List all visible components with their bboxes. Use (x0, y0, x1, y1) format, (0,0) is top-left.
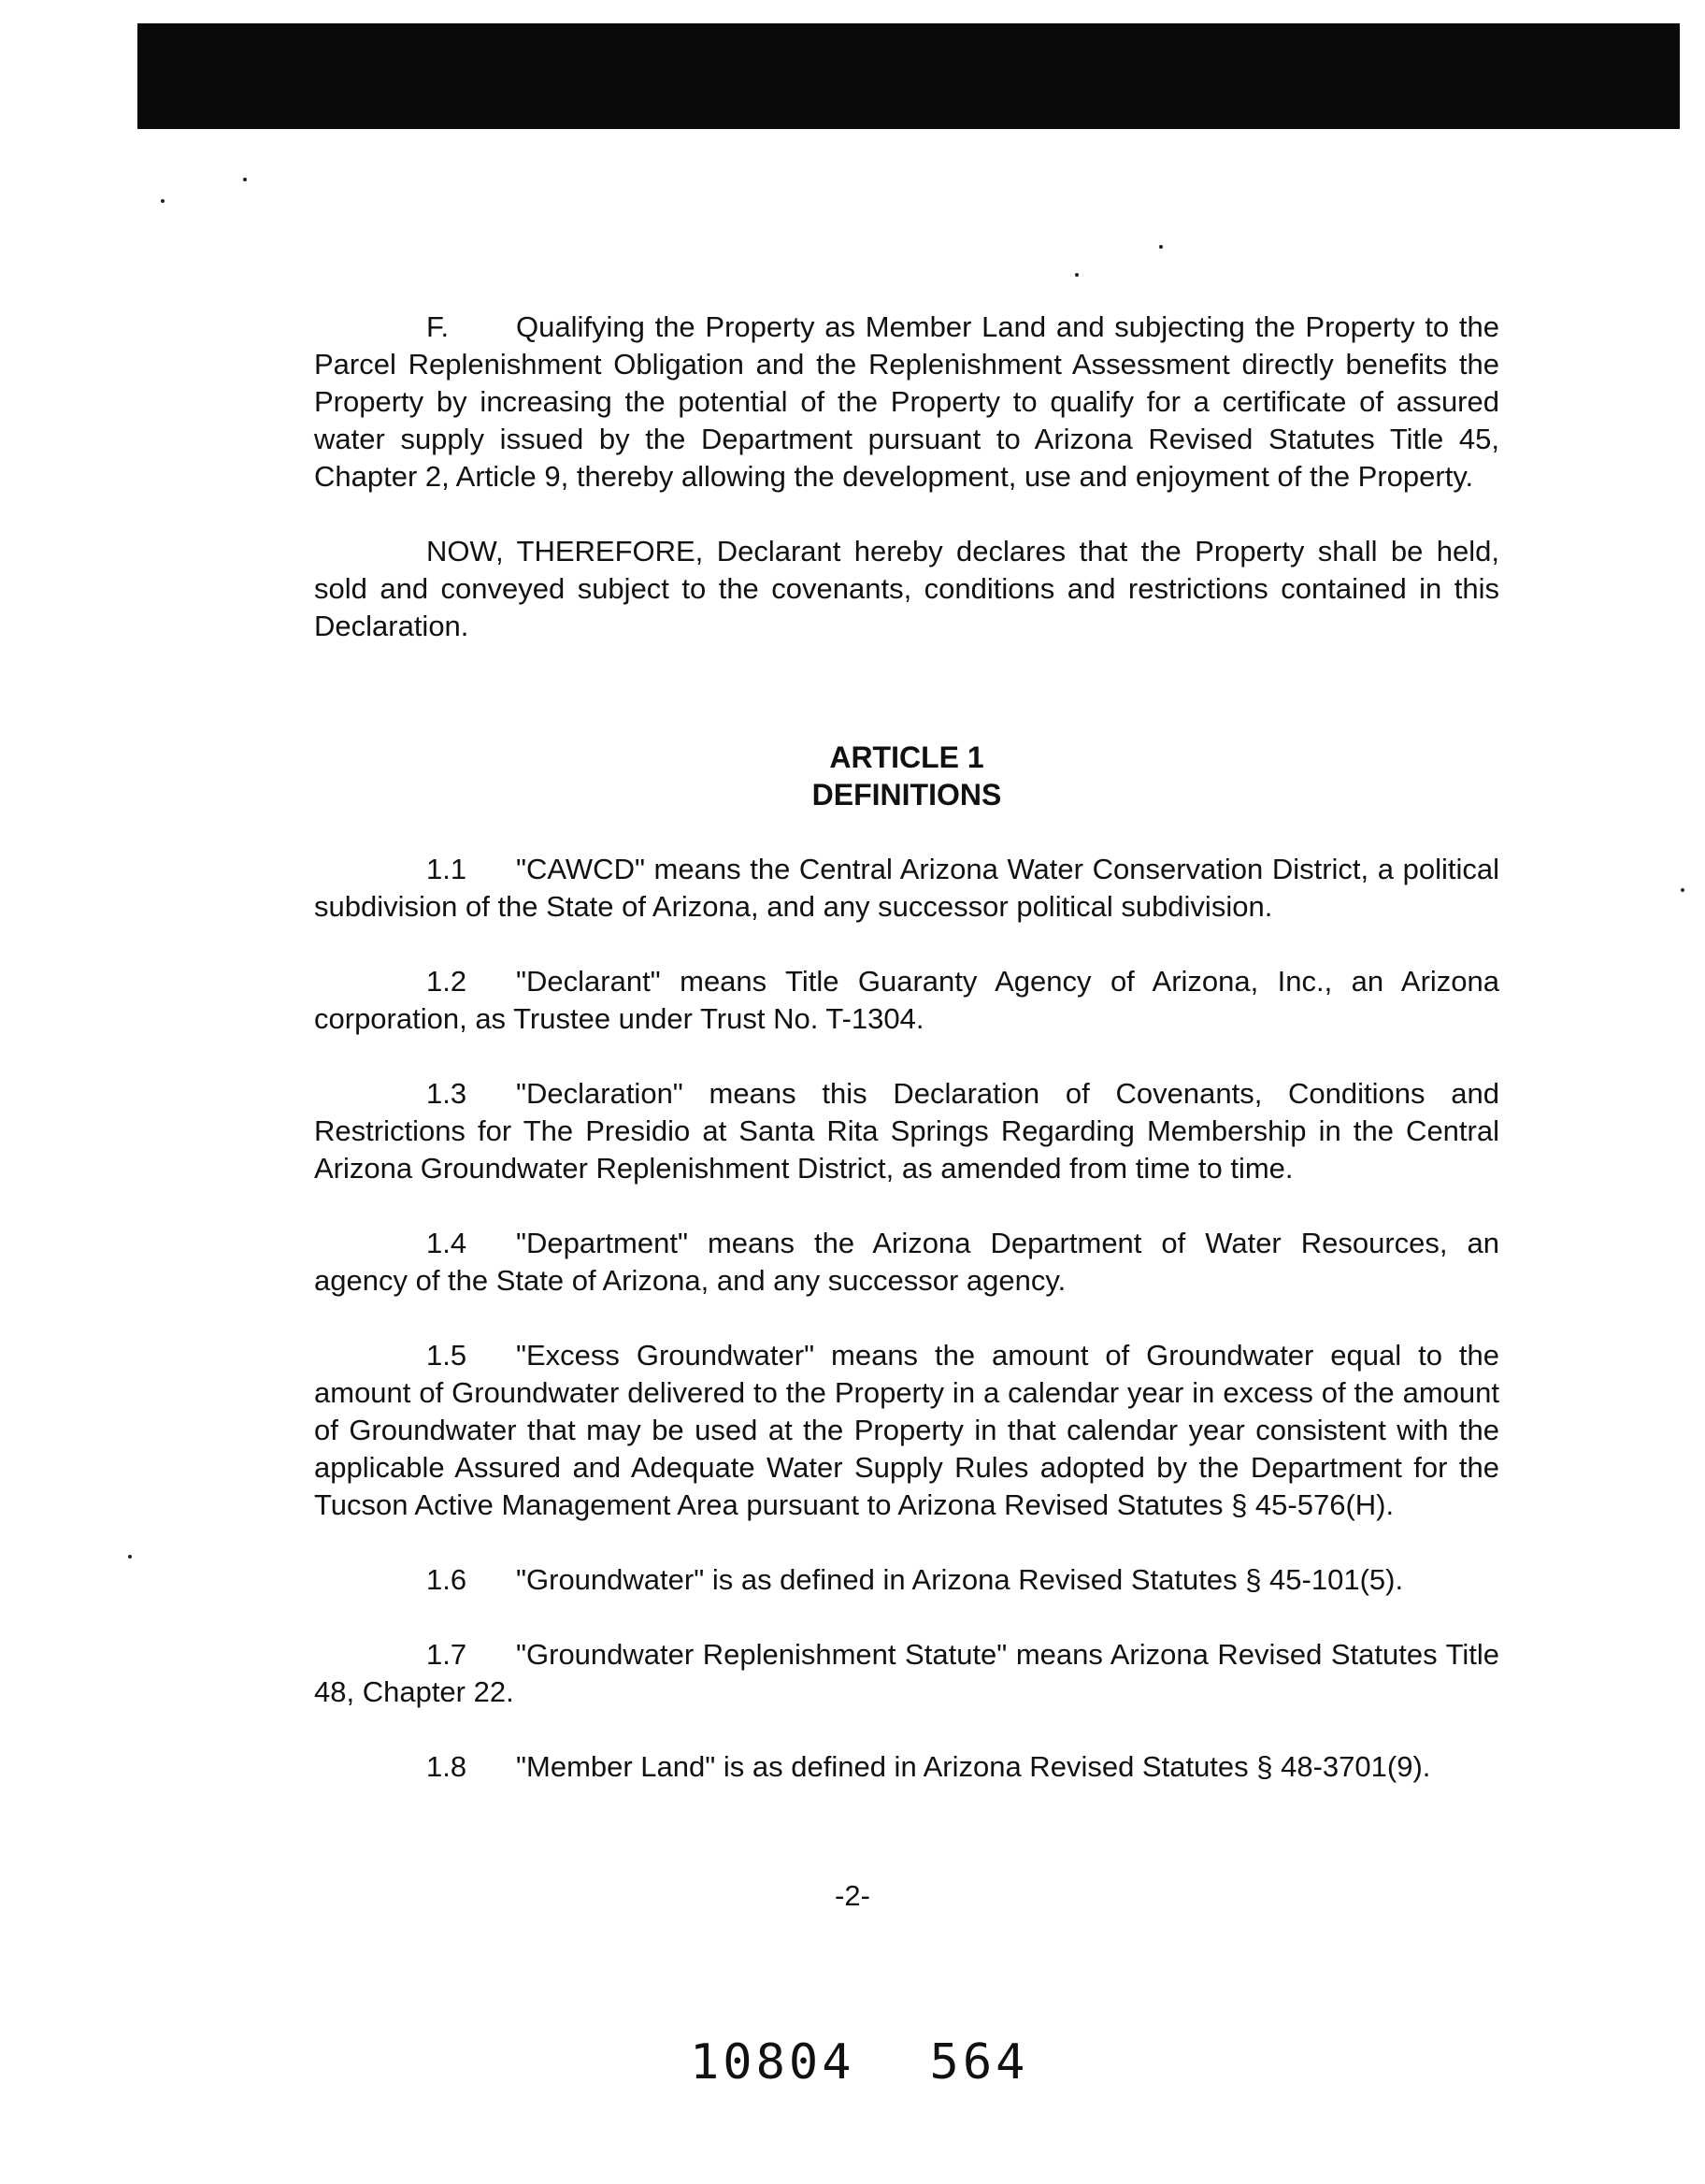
definition-label: 1.3 (426, 1077, 467, 1110)
definition-label: 1.8 (426, 1750, 467, 1783)
paragraph-label: F. (426, 310, 450, 343)
scan-speck (128, 1555, 132, 1559)
definition-item (314, 1225, 1499, 1300)
recording-book: 10804 (690, 2034, 855, 2091)
definition-text: "CAWCD" means the Central Arizona Water Conservation District, a political subdivision of the State of Arizona, and any successor political subdivision. (314, 853, 1499, 923)
scan-speck (1159, 245, 1163, 249)
recording-stamp (690, 2034, 1103, 2091)
definition-label: 1.1 (426, 853, 467, 885)
definition-label: 1.7 (426, 1638, 467, 1671)
page-number: -2- (835, 1879, 870, 1912)
definition-text: "Excess Groundwater" means the amount of Groundwater equal to the amount of Groundwater delivered to the Property in a calendar year in excess of the amount of Groundwater that may be used at the Property in that calendar year consistent with the applicable Assured and Adequate Water Supply Rules adopted by the Department for the Tucson Active Management Area pursuant to Arizona Revised Statutes § 45-576(H). (314, 1339, 1499, 1521)
definition-text: "Groundwater" is as defined in Arizona Revised Statutes § 45-101(5). (516, 1563, 1404, 1596)
scan-speck (243, 178, 247, 181)
definition-text: "Member Land" is as defined in Arizona Revised Statutes § 48-3701(9). (516, 1750, 1431, 1783)
scan-header-bar (137, 23, 1680, 129)
paragraph-text: Qualifying the Property as Member Land and subjecting the Property to the Parcel Replenishment Obligation and the Replenishment Assessment directly benefits the Property by increasing the potential of the Property to qualify for a certificate of assured water supply issued by the Department pursuant to Arizona Revised Statutes Title 45, Chapter 2, Article 9, thereby allowing the development, use and enjoyment of the Property. (314, 310, 1499, 493)
paragraph-text: NOW, THEREFORE, Declarant hereby declares that the Property shall be held, sold and conveyed subject to the covenants, conditions and restrictions contained in this Declaration. (314, 535, 1499, 642)
definition-text: "Declaration" means this Declaration of Covenants, Conditions and Restrictions for The Presidio at Santa Rita Springs Regarding Membership in the Central Arizona Groundwater Replenishment District, as amended from time to time. (314, 1077, 1499, 1185)
definition-item (314, 851, 1499, 926)
definition-item (314, 1337, 1499, 1524)
definition-text: "Groundwater Replenishment Statute" means Arizona Revised Statutes Title 48, Chapter 22. (314, 1638, 1499, 1708)
document-body (314, 309, 1499, 1823)
definition-item (314, 1748, 1499, 1786)
article-number: ARTICLE 1 (829, 740, 984, 774)
definition-item (314, 1075, 1499, 1187)
recording-page: 564 (929, 2034, 1029, 2091)
article-title: DEFINITIONS (811, 778, 1002, 812)
scan-speck (1681, 888, 1684, 892)
definition-item (314, 963, 1499, 1038)
definition-text: "Declarant" means Title Guaranty Agency of Arizona, Inc., an Arizona corporation, as Trustee under Trust No. T-1304. (314, 965, 1499, 1035)
definition-text: "Department" means the Arizona Department of Water Resources, an agency of the State of Arizona, and any successor agency. (314, 1227, 1499, 1297)
definition-item (314, 1561, 1499, 1599)
definition-label: 1.4 (426, 1227, 467, 1259)
definition-label: 1.2 (426, 965, 467, 998)
paragraph-now-therefore (314, 533, 1499, 645)
paragraph-f (314, 309, 1499, 496)
definition-label: 1.5 (426, 1339, 467, 1372)
scan-speck (1075, 273, 1079, 277)
scan-speck (161, 199, 165, 203)
definition-item (314, 1636, 1499, 1711)
article-heading (314, 739, 1499, 813)
definition-label: 1.6 (426, 1563, 467, 1596)
